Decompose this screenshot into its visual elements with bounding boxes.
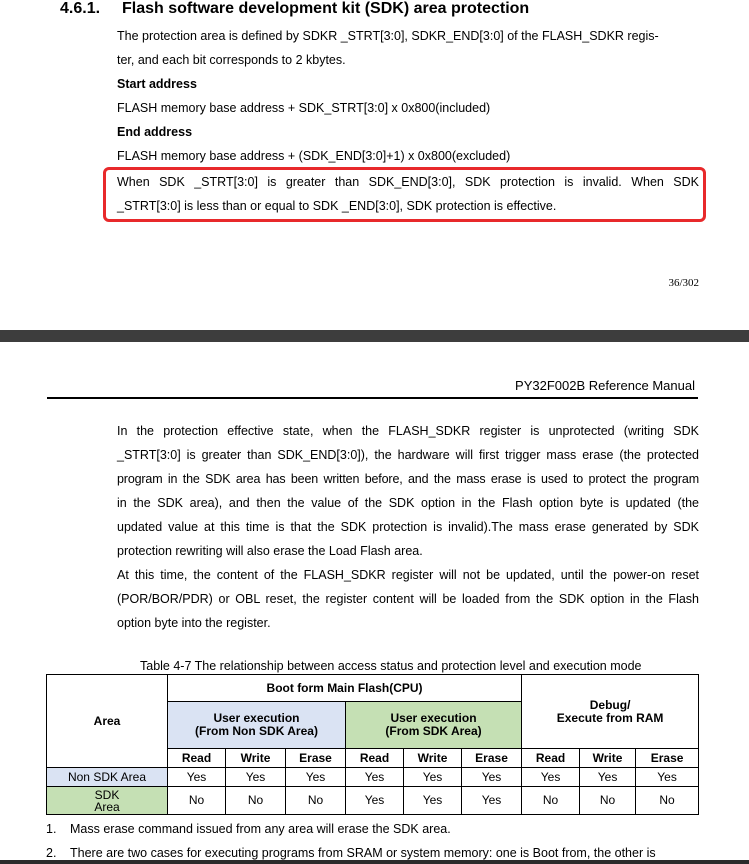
sub-header-write: Write xyxy=(404,749,462,768)
highlight-line-2: _STRT[3:0] is less than or equal to SDK _END[3:0], SDK protection is effective. xyxy=(117,199,557,213)
table-cell: No xyxy=(286,787,346,815)
user-non-sdk-header: User execution (From Non SDK Area) xyxy=(168,702,346,749)
table-cell: No xyxy=(168,787,226,815)
table-cell: Yes xyxy=(346,787,404,815)
area-header: Area xyxy=(47,675,168,768)
sub-header-write: Write xyxy=(580,749,636,768)
table-cell: No xyxy=(522,787,580,815)
table-cell: Yes xyxy=(286,768,346,787)
p1-line-2: _STRT[3:0] is greater than SDK_END[3:0]), the hardware will first trigger mass erase (the protected xyxy=(117,448,699,462)
intro-paragraph xyxy=(117,24,699,168)
table-cell: Yes xyxy=(404,768,462,787)
p1-line-4: in the SDK area), and then the value of the SDK option in the Flash option byte is updated (the xyxy=(117,496,699,510)
boot-header: Boot form Main Flash(CPU) xyxy=(168,675,522,702)
start-address-label: Start address xyxy=(117,77,197,91)
section-heading xyxy=(60,0,529,18)
table-cell: Yes xyxy=(462,768,522,787)
intro-line-1: The protection area is defined by SDKR _STRT[3:0], SDKR_END[3:0] of the FLASH_SDKR regis- xyxy=(117,29,659,43)
p1-line-5: updated value at this time is that the SDK protection is invalid).The mass erase generated by SDK xyxy=(117,520,699,534)
sub-header-erase: Erase xyxy=(462,749,522,768)
sub-header-read: Read xyxy=(346,749,404,768)
note-number: 1. xyxy=(46,822,57,836)
p1-line-1: In the protection effective state, when the FLASH_SDKR register is unprotected (writing SDK xyxy=(117,424,699,438)
sub-header-erase: Erase xyxy=(636,749,699,768)
table-cell: Yes xyxy=(346,768,404,787)
table-row xyxy=(47,787,699,815)
section-title: Flash software development kit (SDK) area protection xyxy=(122,0,530,17)
table-cell: Yes xyxy=(522,768,580,787)
p1-line-3: program in the SDK area has been written before, and the mass erase is used to protect the program xyxy=(117,472,699,486)
intro-line-2: ter, and each bit corresponds to 2 kbytes. xyxy=(117,53,346,67)
highlighted-condition xyxy=(117,170,699,218)
page-separator-band xyxy=(0,330,749,342)
sub-header-read: Read xyxy=(522,749,580,768)
end-address-text: FLASH memory base address + (SDK_END[3:0]+1) x 0x800(excluded) xyxy=(117,149,511,163)
bottom-rule xyxy=(0,860,749,864)
row-area-label: SDK Area xyxy=(47,787,168,815)
section-number: 4.6.1. xyxy=(60,0,101,17)
running-header: PY32F002B Reference Manual xyxy=(515,378,695,393)
note-text: There are two cases for executing programs from SRAM or system memory: one is Boot from, the other is xyxy=(70,846,656,860)
note-text: Mass erase command issued from any area will erase the SDK area. xyxy=(70,822,451,836)
p2-line-3: option byte into the register. xyxy=(117,616,271,630)
table-cell: Yes xyxy=(462,787,522,815)
p2-line-2: (POR/BOR/PDR) or OBL reset, the register content will be loaded from the SDK option in the Flash xyxy=(117,592,699,606)
table-cell: Yes xyxy=(580,768,636,787)
table-caption: Table 4-7 The relationship between access status and protection level and execution mode xyxy=(140,659,642,673)
table-row xyxy=(47,768,699,787)
header-rule xyxy=(47,397,698,399)
note-1 xyxy=(46,819,451,839)
table-cell: No xyxy=(636,787,699,815)
start-address-text: FLASH memory base address + SDK_STRT[3:0] x 0x800(included) xyxy=(117,101,491,115)
page-number: 36/302 xyxy=(668,277,699,289)
user-sdk-header: User execution (From SDK Area) xyxy=(346,702,522,749)
table-cell: No xyxy=(226,787,286,815)
highlight-line-1: When SDK _STRT[3:0] is greater than SDK_END[3:0], SDK protection is invalid. When SDK xyxy=(117,175,699,189)
note-number: 2. xyxy=(46,846,57,860)
table-cell: Yes xyxy=(168,768,226,787)
end-address-label: End address xyxy=(117,125,193,139)
sub-header-write: Write xyxy=(226,749,286,768)
table-cell: Yes xyxy=(226,768,286,787)
p1-line-6: protection rewriting will also erase the Load Flash area. xyxy=(117,544,423,558)
access-table xyxy=(46,674,699,815)
table-cell: Yes xyxy=(636,768,699,787)
debug-header: Debug/ Execute from RAM xyxy=(522,675,699,749)
sub-header-read: Read xyxy=(168,749,226,768)
p2-line-1: At this time, the content of the FLASH_SDKR register will not be updated, until the power-on reset xyxy=(117,568,699,582)
table-cell: Yes xyxy=(404,787,462,815)
sub-header-erase: Erase xyxy=(286,749,346,768)
body-paragraph-2 xyxy=(117,563,699,635)
table-cell: No xyxy=(580,787,636,815)
body-paragraph-1 xyxy=(117,419,699,563)
row-area-label: Non SDK Area xyxy=(47,768,168,787)
